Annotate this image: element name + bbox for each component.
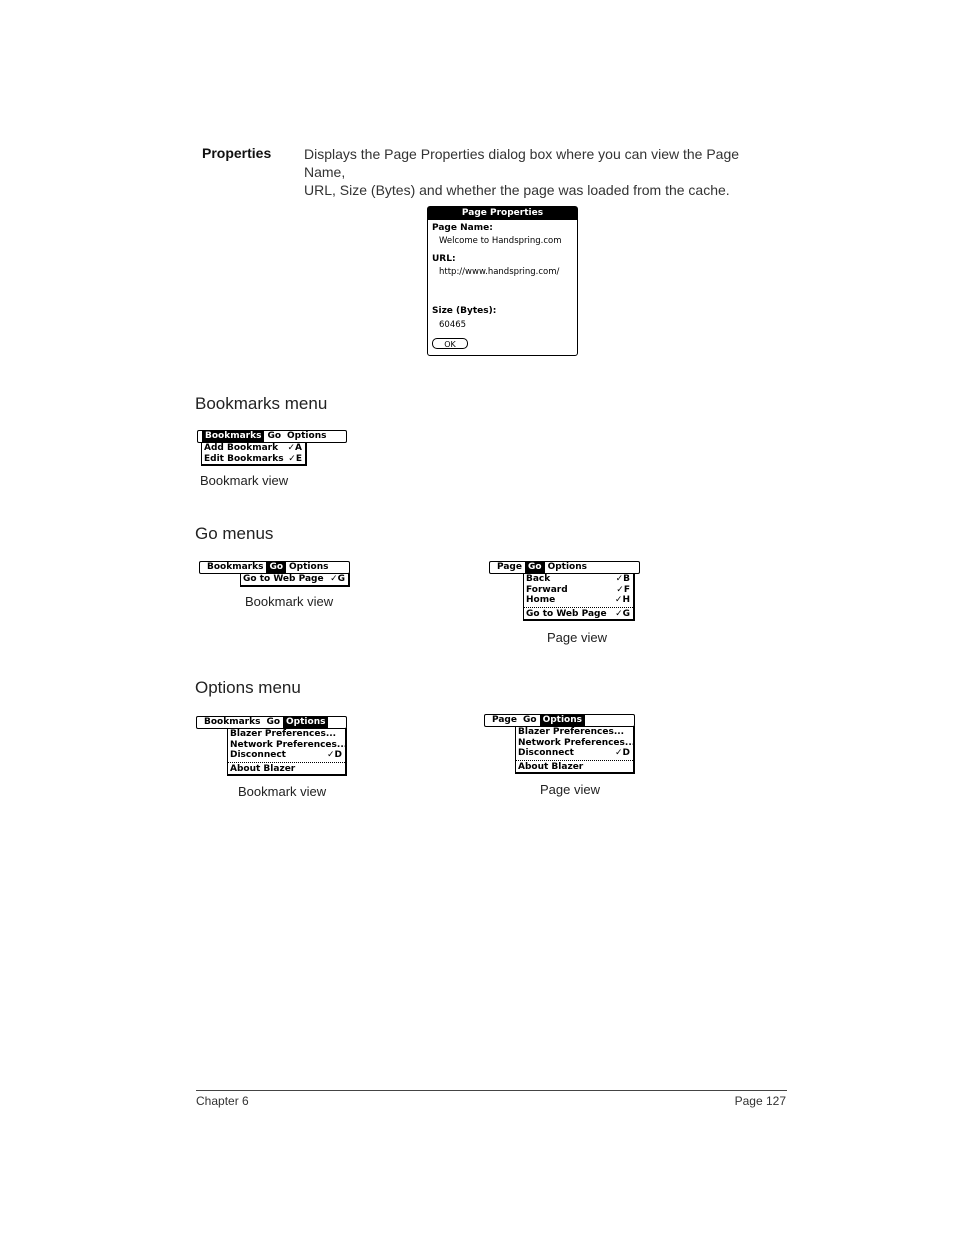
- menu-item-network-preferences[interactable]: Network Preferences...: [518, 737, 636, 748]
- menu-page[interactable]: Page: [492, 715, 517, 725]
- bookmarks-menu-heading: Bookmarks menu: [195, 394, 328, 413]
- menu-go[interactable]: Go: [266, 717, 281, 727]
- size-value: 60465: [439, 320, 467, 330]
- options-menu-heading: Options menu: [195, 678, 301, 697]
- menu-bookmarks[interactable]: Bookmarks: [207, 562, 264, 572]
- menu-options[interactable]: Options: [547, 562, 587, 572]
- page-name-value: Welcome to Handspring.com: [439, 236, 562, 246]
- footer-rule: [196, 1090, 787, 1091]
- menu-separator: [516, 760, 633, 761]
- menu-separator: [524, 607, 633, 608]
- menu-options[interactable]: Options: [287, 431, 327, 441]
- menu-item-disconnect[interactable]: Disconnect ✓D: [518, 748, 630, 758]
- footer-page-number: Page 127: [734, 1094, 786, 1108]
- menu-item-disconnect[interactable]: Disconnect ✓D: [230, 750, 342, 760]
- page-properties-dialog: [427, 206, 578, 356]
- footer-chapter: Chapter 6: [196, 1094, 249, 1108]
- menu-item-go-to-web-page[interactable]: Go to Web Page ✓G: [526, 608, 630, 619]
- properties-description-line2: URL, Size (Bytes) and whether the page was loaded from the cache.: [304, 182, 730, 198]
- ok-button[interactable]: OK: [432, 338, 468, 349]
- menu-item-blazer-preferences[interactable]: Blazer Preferences...: [518, 727, 625, 737]
- menu-item-edit-bookmarks[interactable]: Edit Bookmarks ✓E: [204, 453, 302, 464]
- bookmarks-dropdown: [201, 442, 307, 466]
- caption-bookmark-view-2: Bookmark view: [245, 594, 334, 609]
- menu-page[interactable]: Page: [497, 562, 522, 572]
- caption-page-view-1: Page view: [547, 630, 607, 645]
- options-bookmark-dropdown: [227, 728, 347, 776]
- menu-go[interactable]: Go: [522, 715, 537, 725]
- caption-bookmark-view-3: Bookmark view: [238, 784, 327, 799]
- caption-bookmark-view-1: Bookmark view: [200, 473, 289, 488]
- menu-item-about-blazer[interactable]: About Blazer: [518, 761, 584, 772]
- menu-item-back[interactable]: Back ✓B: [526, 574, 630, 584]
- menu-go[interactable]: Go: [267, 431, 282, 441]
- menu-separator: [228, 762, 345, 763]
- go-menus-heading: Go menus: [195, 524, 274, 543]
- menu-options[interactable]: Options: [289, 562, 329, 572]
- menu-go[interactable]: Go: [525, 562, 545, 573]
- caption-page-view-2: Page view: [540, 782, 600, 797]
- properties-description-line1: Displays the Page Properties dialog box where you can view the Page Name,: [304, 146, 740, 180]
- menu-go[interactable]: Go: [266, 562, 286, 573]
- url-value: http://www.handspring.com/: [439, 267, 560, 277]
- properties-description: [304, 145, 784, 199]
- go-page-dropdown: [523, 573, 635, 621]
- menu-bookmarks[interactable]: Bookmarks: [204, 717, 261, 727]
- properties-term: Properties: [202, 145, 272, 161]
- menu-item-about-blazer[interactable]: About Blazer: [230, 763, 296, 774]
- url-label: URL:: [432, 254, 456, 264]
- size-label: Size (Bytes):: [432, 306, 497, 316]
- menu-item-add-bookmark[interactable]: Add Bookmark ✓A: [204, 443, 302, 453]
- menu-item-go-to-web-page[interactable]: Go to Web Page ✓G: [243, 574, 345, 584]
- menu-options[interactable]: Options: [283, 717, 328, 728]
- options-page-dropdown: [515, 726, 635, 774]
- menu-bookmarks[interactable]: Bookmarks: [202, 431, 264, 442]
- go-bookmark-dropdown: [240, 573, 350, 587]
- dialog-title: Page Properties: [428, 207, 577, 220]
- menu-item-home[interactable]: Home ✓H: [526, 595, 630, 605]
- menu-item-blazer-preferences[interactable]: Blazer Preferences...: [230, 729, 337, 739]
- menu-item-forward[interactable]: Forward ✓F: [526, 584, 630, 595]
- page-name-label: Page Name:: [432, 223, 493, 233]
- menu-options[interactable]: Options: [540, 715, 585, 726]
- menu-item-network-preferences[interactable]: Network Preferences...: [230, 739, 348, 750]
